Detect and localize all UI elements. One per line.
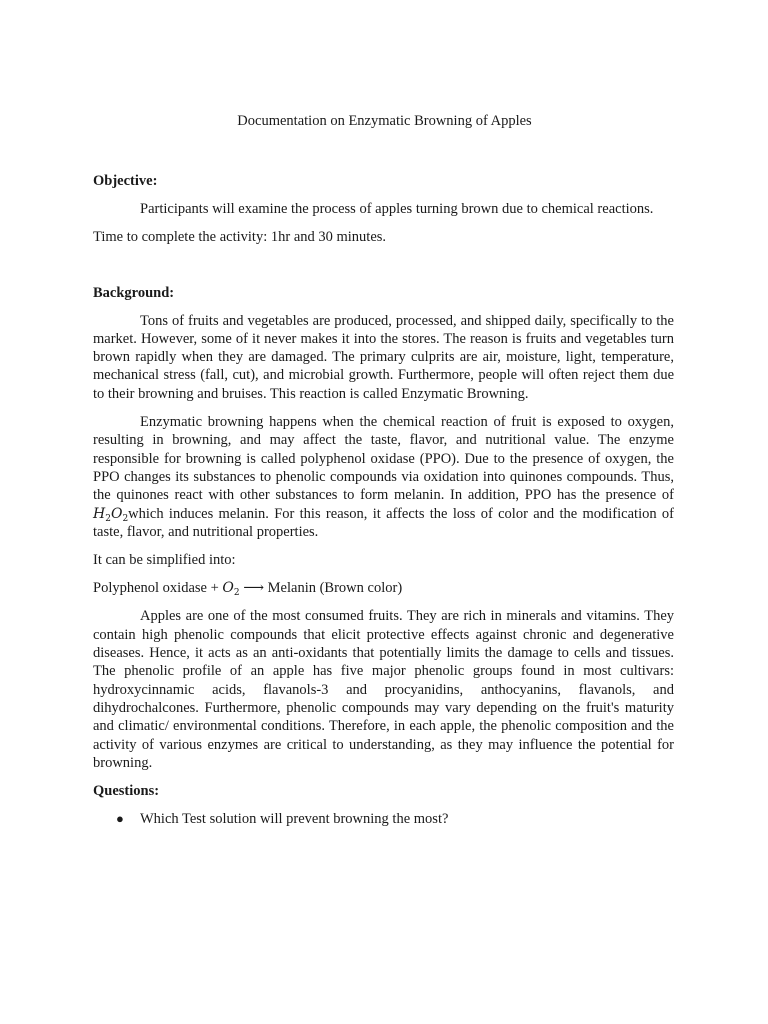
- objective-heading: Objective:: [93, 173, 158, 189]
- background-paragraph-3: Apples are one of the most consumed fruits. They are rich in minerals and vitamins. They contain high phenolic compounds that elicit protective effects against chronic and degenerative diseases. Hence, it acts as an anti-oxidants that potentially limits the damage to cells and tissues. The phenolic profile of an apple has five major phenolic groups found in most cultivars: hydroxycinnamic acids, flavanols-3 and procyanidins, anthocyanins, flavanols, and dihydrochalcones. Furthermore, phenolic compounds may vary depending on the fruit's maturity and climatic/ environmental conditions. Therefore, in each apple, the phenolic composition and the activity of various enzymes are critical to understanding, as they may influence the potential for browning.: [93, 608, 674, 771]
- paragraph-2-after-text: which induces melanin. For this reason, it affects the loss of color and the modification of taste, flavor, and nutritional properties.: [93, 505, 674, 540]
- background-paragraph-1: Tons of fruits and vegetables are produced, processed, and shipped daily, specifically to the market. However, some of it never makes it into the stores. The reason is fruits and vegetables turn brown rapidly when they are damaged. The primary culprits are air, moisture, light, temperature, mechanical stress (fall, cut), and microbial growth. Furthermore, people will often reject them due to their browning and bruises. This reaction is called Enzymatic Browning.: [93, 312, 674, 402]
- background-paragraph-2: [93, 413, 674, 541]
- question-text: Which Test solution will prevent browning the most?: [140, 811, 449, 828]
- oxygen-formula: [222, 580, 240, 599]
- equation-left: Polyphenol oxidase +: [93, 580, 223, 597]
- questions-list: [93, 810, 674, 828]
- equation-o-subscript: 2: [233, 588, 240, 599]
- bullet-icon: ●: [116, 811, 124, 827]
- simplified-intro: It can be simplified into:: [93, 552, 236, 569]
- questions-heading: Questions:: [93, 783, 160, 800]
- objective-text: Participants will examine the process of apples turning brown due to chemical reactions.: [140, 201, 654, 217]
- background-heading: Background:: [93, 284, 175, 301]
- formula-h-subscript: 2: [105, 513, 111, 524]
- formula-o-subscript: 2: [122, 513, 129, 524]
- objective-time: Time to complete the activity: 1hr and 30 minutes.: [93, 229, 387, 246]
- browning-equation: [93, 579, 674, 597]
- equation-right: ⟶ Melanin (Brown color): [239, 580, 403, 597]
- paragraph-2-before-text: Enzymatic browning happens when the chemical reaction of fruit is exposed to oxygen, resulting in browning, and may affect the taste, flavor, and nutritional value. The enzyme responsible for browning is called polyphenol oxidase (PPO). Due to the presence of oxygen, the PPO changes its substances to phenolic compounds via oxidation into quinones compounds. Thus, the quinones react with other substances to form melanin. In addition, PPO has the presence of: [93, 414, 674, 504]
- hydrogen-peroxide-formula: [93, 506, 128, 522]
- question-item: [116, 810, 674, 828]
- formula-o: O: [110, 505, 123, 522]
- document-title: Documentation on Enzymatic Browning of Apples: [237, 113, 532, 129]
- formula-h: H: [93, 505, 106, 522]
- equation-o: O: [222, 580, 234, 597]
